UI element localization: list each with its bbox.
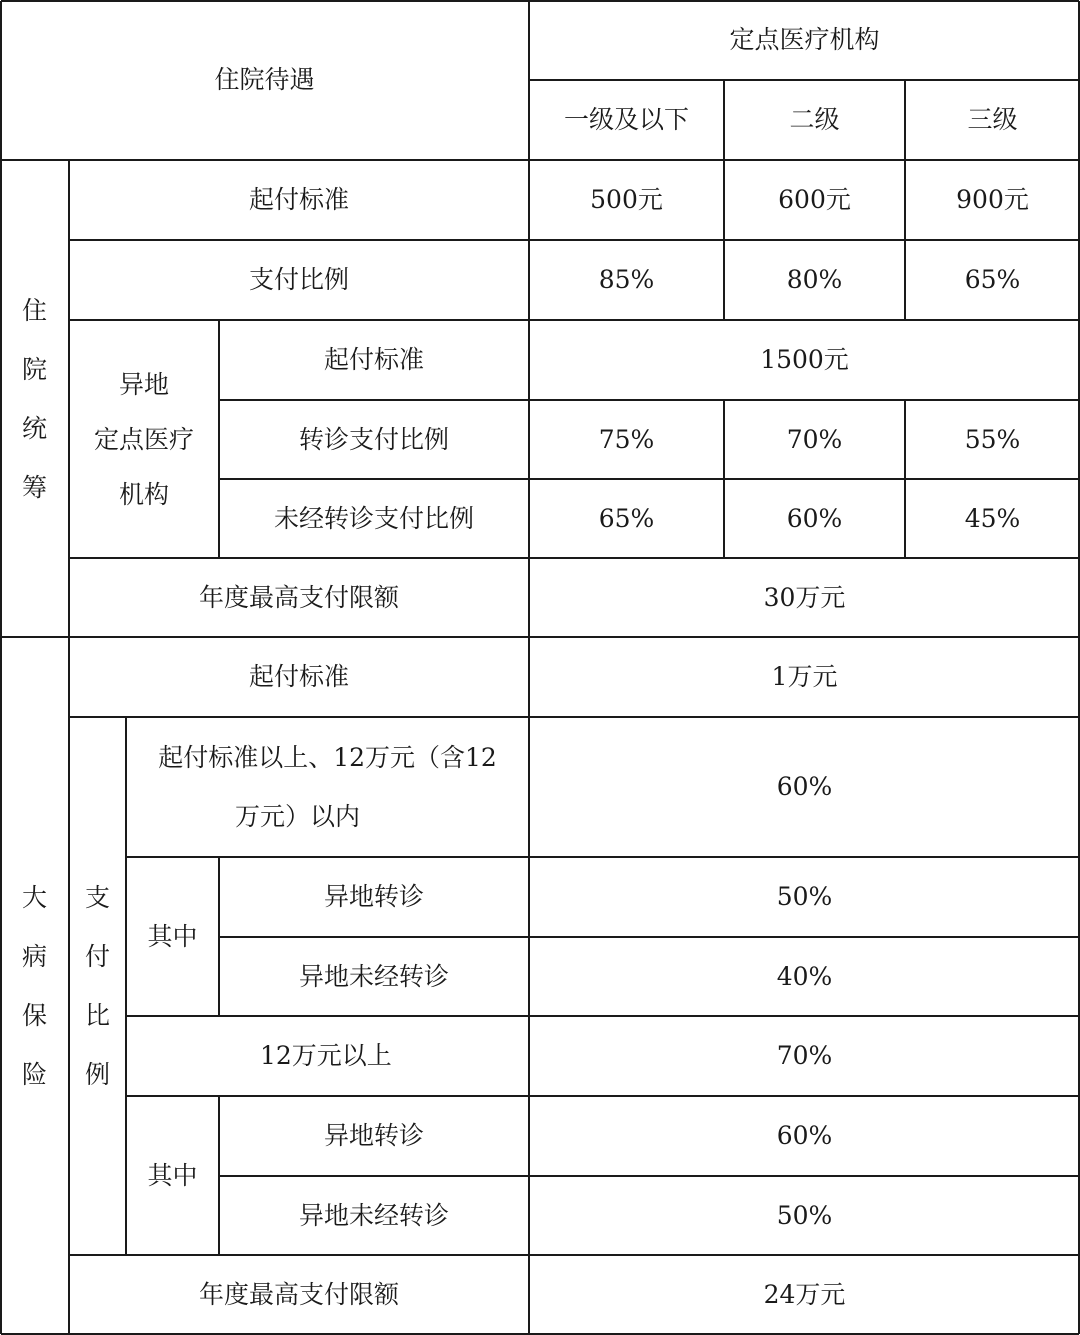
tier2-non-referral-label: 异地未经转诊	[298, 1200, 449, 1230]
section-label-char: 保	[21, 1001, 47, 1030]
section-label-char: 筹	[21, 472, 47, 502]
referral-ratio-level-3: 55%	[964, 424, 1021, 454]
tier2-non-referral-value: 50%	[776, 1200, 833, 1230]
table-title: 住院待遇	[214, 65, 315, 94]
non-referral-ratio-level-3: 45%	[964, 503, 1021, 533]
tier1-referral-value: 50%	[776, 882, 833, 911]
pooling-annual-cap-label: 年度最高支付限额	[198, 582, 399, 612]
pooling-annual-cap-value: 30万元	[763, 582, 846, 612]
section-label-char: 院	[21, 354, 47, 384]
deductible-level-3: 900元	[956, 185, 1029, 214]
level-header-3: 三级	[967, 105, 1018, 134]
tier2-value: 70%	[776, 1041, 833, 1070]
tier1-label: 起付标准以上、12万元（含12 万元）以内	[158, 743, 497, 831]
institution-group-header: 定点医疗机构	[729, 25, 880, 54]
out-of-area-deductible-label: 起付标准	[323, 345, 424, 374]
section-label-char: 险	[21, 1060, 47, 1089]
tier2-of-which-label: 其中	[147, 1160, 198, 1190]
referral-ratio-label: 转诊支付比例	[298, 424, 449, 454]
level-header-1: 一级及以下	[563, 105, 689, 134]
non-referral-ratio-level-2: 60%	[786, 503, 843, 533]
ci-annual-cap-label: 年度最高支付限额	[198, 1280, 399, 1309]
section-label-char: 大	[21, 883, 47, 912]
ci-payment-ratio-char: 例	[84, 1060, 110, 1089]
payment-ratio-level-3: 65%	[964, 265, 1021, 294]
out-of-area-group-label: 异地 定点医疗 机构	[93, 369, 194, 509]
section-label-char: 统	[21, 413, 47, 443]
tier2-referral-label: 异地转诊	[323, 1121, 424, 1150]
payment-ratio-level-1: 85%	[598, 265, 655, 294]
tier1-referral-label: 异地转诊	[323, 882, 424, 911]
tier1-of-which-label: 其中	[147, 921, 198, 951]
deductible-level-1: 500元	[590, 185, 663, 214]
ci-payment-ratio-char: 比	[84, 1001, 110, 1030]
deductible-level-2: 600元	[778, 185, 851, 214]
referral-ratio-level-2: 70%	[786, 424, 843, 454]
tier1-value: 60%	[776, 772, 833, 801]
tier2-referral-value: 60%	[776, 1121, 833, 1150]
tier2-label: 12万元以上	[260, 1041, 392, 1070]
deductible-label: 起付标准	[248, 185, 349, 214]
ci-annual-cap-value: 24万元	[763, 1280, 846, 1309]
level-header-2: 二级	[789, 105, 840, 134]
non-referral-ratio-label: 未经转诊支付比例	[273, 503, 474, 533]
out-of-area-deductible-value: 1500元	[760, 345, 849, 374]
ci-payment-ratio-char: 支	[84, 883, 110, 912]
tier1-non-referral-label: 异地未经转诊	[298, 961, 449, 991]
tier1-non-referral-value: 40%	[776, 961, 833, 991]
non-referral-ratio-level-1: 65%	[598, 503, 655, 533]
section-label-char: 病	[21, 942, 47, 971]
payment-ratio-label: 支付比例	[248, 265, 349, 294]
ci-deductible-value: 1万元	[771, 662, 838, 691]
referral-ratio-level-1: 75%	[598, 424, 655, 454]
ci-payment-ratio-char: 付	[84, 942, 110, 971]
ci-deductible-label: 起付标准	[248, 662, 349, 691]
payment-ratio-level-2: 80%	[786, 265, 843, 294]
section-label-char: 住	[21, 295, 47, 325]
